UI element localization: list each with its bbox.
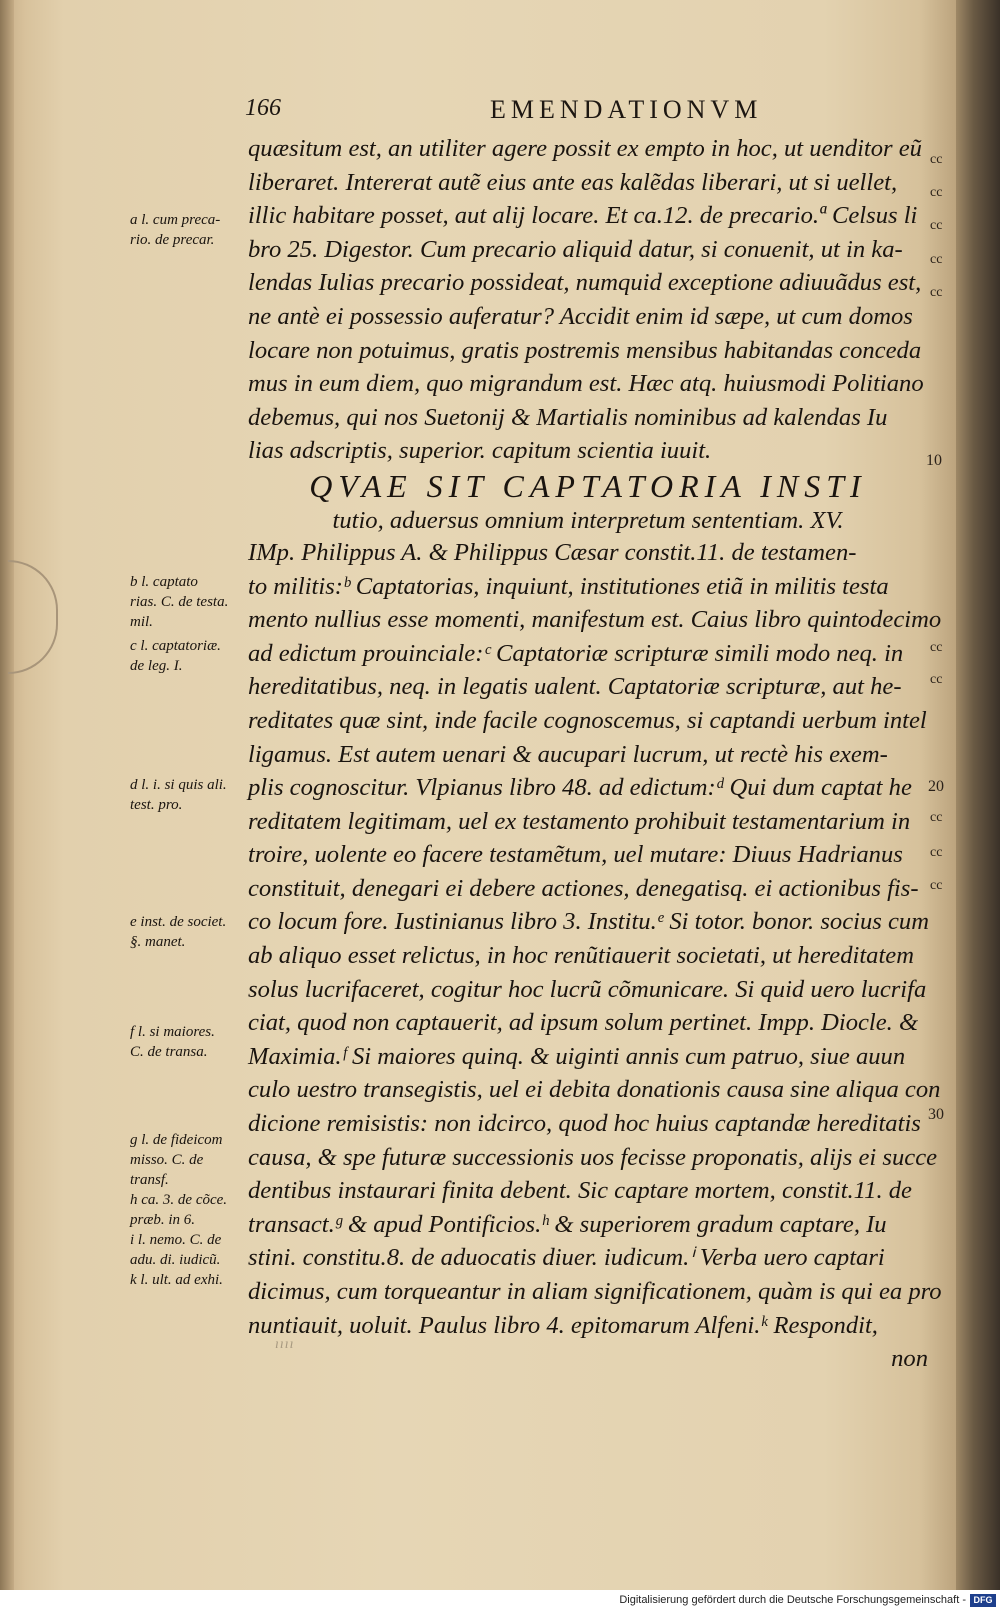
text-line: lendas Iulias precario possideat, numquid exceptione adiuuãdus est, — [248, 269, 922, 297]
line-number-10: 10 — [926, 452, 942, 469]
text-before-heading — [248, 132, 928, 468]
dfg-logo: DFG — [970, 1594, 996, 1607]
text-line: nuntiauit, uoluit. Paulus libro 4. epitomarum Alfeni.ᵏ Respondit, — [248, 1311, 878, 1339]
text-line: locare non potuimus, gratis postremis mensibus habitandas conceda — [248, 336, 922, 364]
text-line: ligamus. Est autem uenari & aucupari lucrum, ut rectè his exem- — [248, 740, 888, 768]
text-line: solus lucrifaceret, cogitur hoc lucrũ cõmunicare. Si quid uero lucrifa — [248, 975, 927, 1003]
cc-mark: cc — [930, 152, 943, 167]
text-line: plis cognoscitur. Vlpianus libro 48. ad edictum:ᵈ Qui dum captat he — [248, 774, 912, 802]
chapter-heading: QVAE SIT CAPTATORIA INSTI — [309, 467, 867, 504]
catchword: non — [891, 1345, 928, 1373]
margin-note-b: b l. captato rias. C. de testa. mil. — [130, 574, 229, 630]
text-line: stini. constitu.8. de aduocatis diuer. iudicum.ⁱ Verba uero captari — [248, 1244, 885, 1272]
text-line: quæsitum est, an utiliter agere possit ex empto in hoc, ut uenditor eũ — [248, 135, 922, 162]
text-line: illic habitare posset, aut alij locare. Et ca.12. de precario.ª Celsus li — [248, 202, 918, 230]
text-line: ab aliquo esset relictus, in hoc renũtiauerit societati, ut hereditatem — [248, 942, 914, 970]
margin-note-d: d l. i. si quis ali. test. pro. — [130, 777, 227, 813]
cc-mark: cc — [930, 285, 943, 300]
cc-mark: cc — [930, 672, 943, 687]
text-line: dicimus, cum torqueantur in aliam significationem, quàm is qui ea pro — [248, 1278, 942, 1305]
cc-mark: cc — [930, 218, 943, 233]
running-head — [245, 95, 940, 125]
margin-note-a: a l. cum preca- rio. de precar. — [130, 212, 221, 248]
text-line: ad edictum prouinciale:ᶜ Captatoriæ scripturæ simili modo neq. in — [248, 639, 904, 667]
line-number-20: 20 — [928, 778, 944, 795]
margin-note-e: e inst. de societ. §. manet. — [130, 914, 227, 950]
text-line: transact.ᵍ & apud Pontificios.ʰ & superiorem gradum captare, Iu — [248, 1210, 887, 1238]
text-line: culo uestro transegistis, uel ei debita donationis causa sine aliqua con — [248, 1076, 941, 1104]
footer-credit: Digitalisierung gefördert durch die Deutsche Forschungsgemeinschaft - — [619, 1594, 966, 1606]
cc-mark: cc — [930, 810, 943, 825]
chapter-subheading: tutio, aduersus omnium interpretum sententiam. XV. — [332, 506, 844, 534]
text-line: IMp. Philippus A. & Philippus Cæsar constit.11. de testamen- — [248, 538, 857, 566]
margin-note-f: f l. si maiores. C. de transa. — [130, 1024, 215, 1060]
digitization-footer — [0, 1590, 1000, 1611]
page-number: 166 — [245, 95, 281, 121]
text-line: liberaret. Intererat autẽ eius ante eas kalẽdas liberari, ut si uellet, — [248, 168, 898, 196]
text-line: dicione remisistis: non idcirco, quod hoc huius captandæ hereditatis — [248, 1110, 921, 1138]
text-line: Maximia.ᶠ Si maiores quinq. & uiginti annis cum patruo, siue auun — [248, 1042, 906, 1070]
book-spine-shadow — [956, 0, 1000, 1590]
text-line: hereditatibus, neq. in legatis ualent. Captatoriæ scripturæ, aut he- — [248, 673, 902, 701]
line-number-30: 30 — [928, 1106, 944, 1123]
text-line: dentibus instaurari finita debent. Sic captare mortem, constit.11. de — [248, 1177, 912, 1205]
text-line: reditatem legitimam, uel ex testamento prohibuit testamentarium in — [248, 807, 911, 835]
cc-mark: cc — [930, 185, 943, 200]
text-line: constituit, denegari ei debere actiones, denegatisq. ei actionibus fis- — [248, 874, 919, 902]
text-line: debemus, qui nos Suetonij & Martialis nominibus ad kalendas Iu — [248, 403, 888, 431]
text-line: troire, uolente eo facere testamẽtum, uel mutare: Diuus Hadrianus — [248, 841, 903, 869]
cc-mark: cc — [930, 878, 943, 893]
text-line: bro 25. Digestor. Cum precario aliquid datur, si conuenit, ut in ka- — [248, 235, 903, 263]
cc-mark: cc — [930, 640, 943, 655]
text-line: mus in eum diem, quo migrandum est. Hæc atq. huiusmodi Politiano — [248, 370, 924, 398]
text-line: lias adscriptis, superior. capitum scientia iuuit. — [248, 437, 712, 465]
margin-note-c: c l. captatoriæ. de leg. I. — [130, 638, 221, 674]
margin-note-g-to-k: g l. de fideicom misso. C. de transf. h ca. 3. de cõce. præb. in 6. i l. nemo. C. de adu. di. iudicũ. k l. ult. ad exhi. — [130, 1132, 228, 1288]
text-line: to militis:ᵇ Captatorias, inquiunt, institutiones etiã in militis testa — [248, 572, 889, 600]
text-line: co locum fore. Iustinianus libro 3. Institu.ᵉ Si totor. bonor. socius cum — [248, 908, 929, 936]
cc-mark: cc — [930, 252, 943, 267]
text-line: reditates quæ sint, inde facile cognoscemus, si captandi uerbum intel — [248, 706, 927, 734]
text-line: ne antè ei possessio auferatur? Accidit enim id sæpe, ut cum domos — [248, 302, 913, 330]
running-title: EMENDATIONVM — [490, 95, 763, 124]
page-left-edge — [0, 0, 14, 1590]
faint-stamp: ıııı — [275, 1337, 295, 1352]
text-line: ciat, quod non captauerit, ad ipsum solum pertinet. Impp. Diocle. & — [248, 1009, 919, 1037]
text-line: mento nullius esse momenti, manifestum est. Caius libro quintodecimo — [248, 606, 942, 634]
text-line: causa, & spe futuræ successionis uos fecisse proponatis, alijs ei succe — [248, 1143, 938, 1171]
cc-mark: cc — [930, 845, 943, 860]
